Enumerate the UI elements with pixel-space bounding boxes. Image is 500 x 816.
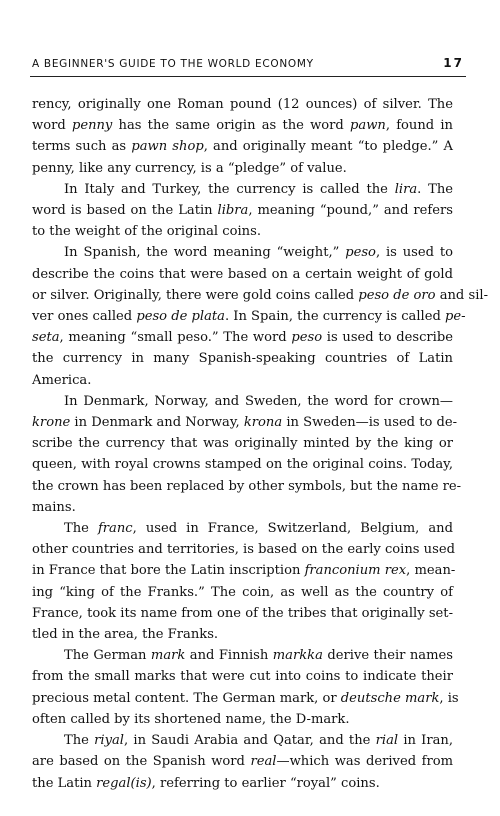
text-line: word is based on the Latin libra, meaning “pound,” and refers — [32, 203, 453, 219]
text-line: or silver. Originally, there were gold coins called peso de oro and sil- — [32, 287, 488, 303]
text-line: The franc, used in France, Switzerland, Belgium, and — [64, 521, 453, 537]
running-header — [30, 56, 466, 77]
text-line: krone in Denmark and Norway, krona in Sweden—is used to de- — [32, 415, 458, 431]
text-line: the currency in many Spanish-speaking countries of Latin — [32, 351, 453, 367]
text-line: from the small marks that were cut into coins to indicate their — [32, 669, 453, 685]
text-line: The German mark and Finnish markka derive their names — [64, 648, 453, 664]
text-line: word penny has the same origin as the word pawn, found in — [32, 118, 453, 134]
text-line: other countries and territories, is based on the early coins used — [32, 542, 455, 558]
text-line: America. — [32, 372, 92, 388]
text-line: In Italy and Turkey, the currency is called the lira. The — [64, 181, 454, 197]
text-line: In Denmark, Norway, and Sweden, the word for crown— — [64, 393, 453, 409]
text-line: terms such as pawn shop, and originally meant “to pledge.” A — [32, 139, 453, 155]
text-line: queen, with royal crowns stamped on the original coins. Today, — [32, 457, 453, 473]
text-line: precious metal content. The German mark, or deutsche mark, is — [32, 690, 459, 706]
text-line: to the weight of the original coins. — [32, 224, 261, 240]
text-line: mains. — [32, 499, 76, 515]
text-line: often called by its shortened name, the D-mark. — [32, 711, 350, 727]
text-line: ing “king of the Franks.” The coin, as well as the country of — [32, 584, 453, 600]
text-line: In Spanish, the word meaning “weight,” peso, is used to — [64, 245, 454, 261]
text-line: rency, originally one Roman pound (12 ounces) of silver. The — [32, 97, 453, 112]
text-line: ver ones called peso de plata. In Spain, the currency is called pe- — [32, 309, 466, 325]
text-line: scribe the currency that was originally minted by the king or — [32, 436, 453, 452]
body-text — [32, 94, 488, 794]
text-line: tled in the area, the Franks. — [32, 627, 219, 643]
text-line: seta, meaning “small peso.” The word peso is used to describe — [32, 330, 454, 346]
text-line: penny, like any currency, is a “pledge” of value. — [32, 160, 347, 176]
text-line: are based on the Spanish word real—which was derived from — [32, 754, 454, 770]
text-line: in France that bore the Latin inscription franconium rex, mean- — [32, 563, 456, 579]
text-line: the Latin regal(is), referring to earlier “royal” coins. — [32, 775, 380, 791]
book-title: A BEGINNER'S GUIDE TO THE WORLD ECONOMY — [32, 58, 314, 70]
text-line: France, took its name from one of the tribes that originally set- — [32, 605, 453, 621]
text-line: describe the coins that were based on a certain weight of gold — [32, 266, 453, 282]
text-line: the crown has been replaced by other symbols, but the name re- — [32, 478, 462, 494]
text-line: The riyal, in Saudi Arabia and Qatar, and the rial in Iran, — [64, 733, 454, 749]
page-number: 17 — [443, 56, 464, 70]
